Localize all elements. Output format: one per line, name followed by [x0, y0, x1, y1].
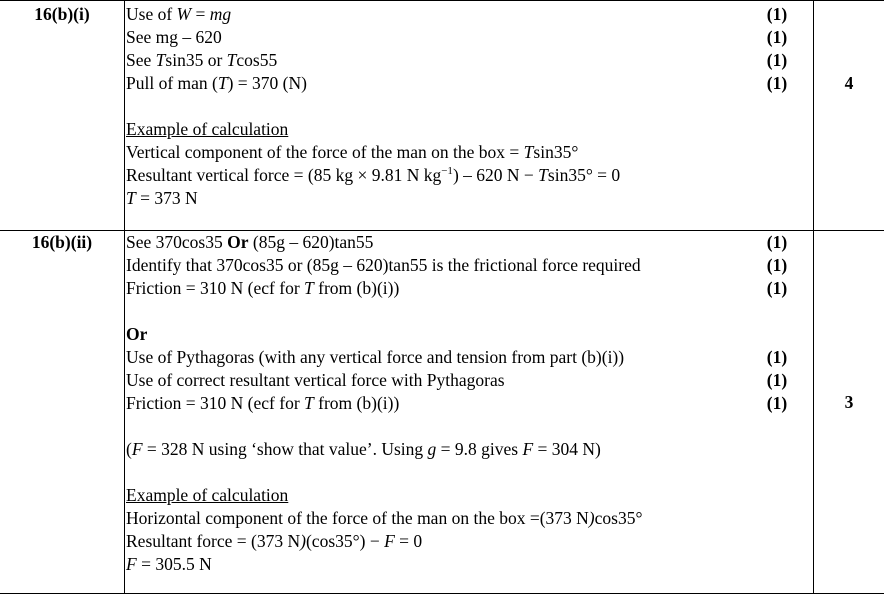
- mark-value: (1): [766, 255, 788, 275]
- example-heading: Example of calculation: [126, 485, 289, 505]
- mark-value: (1): [766, 4, 788, 24]
- marks-column: [766, 3, 788, 95]
- total-marks: 3: [844, 392, 854, 412]
- mark-value: (1): [766, 50, 788, 70]
- mark-value: (1): [766, 27, 788, 47]
- or-label: Or: [126, 324, 148, 344]
- answer-cell: [126, 3, 766, 210]
- example-line: Vertical component of the force of the man on the box = Tsin35°: [126, 142, 579, 162]
- table-top-border: [0, 0, 884, 1]
- total-marks: 4: [844, 73, 854, 93]
- mark-value: (1): [766, 393, 788, 413]
- mark-line: Use of W = mg: [126, 4, 232, 24]
- mark-line: See 370cos35 Or (85g – 620)tan55: [126, 232, 374, 252]
- mark-value: (1): [766, 278, 788, 298]
- mark-line: See mg – 620: [126, 27, 222, 47]
- example-line: T = 373 N: [126, 188, 198, 208]
- question-number: 16(b)(ii): [31, 232, 93, 252]
- note-line: (F = 328 N using ‘show that value’. Using g = 9.8 gives F = 304 N): [126, 439, 601, 459]
- example-line: Resultant force = (373 N)(cos35°) − F = 0: [126, 531, 423, 551]
- question-number: 16(b)(i): [34, 4, 90, 24]
- column-divider-question: [124, 0, 125, 594]
- mark-line: Identify that 370cos35 or (85g – 620)tan55 is the frictional force required: [126, 255, 641, 275]
- mark-line: Use of correct resultant vertical force with Pythagoras: [126, 370, 505, 390]
- marks-column: [766, 231, 788, 415]
- mark-line: Pull of man (T) = 370 (N): [126, 73, 307, 93]
- mark-line: Friction = 310 N (ecf for T from (b)(i)): [126, 278, 400, 298]
- example-line: F = 305.5 N: [126, 554, 212, 574]
- mark-value: (1): [766, 347, 788, 367]
- mark-value: (1): [766, 370, 788, 390]
- example-line: Horizontal component of the force of the man on the box =(373 N)cos35°: [126, 508, 643, 528]
- table-bottom-border: [0, 593, 884, 594]
- answer-cell: [126, 231, 766, 576]
- mark-line: See Tsin35 or Tcos55: [126, 50, 278, 70]
- mark-value: (1): [766, 232, 788, 252]
- mark-line: Friction = 310 N (ecf for T from (b)(i)): [126, 393, 400, 413]
- example-line: Resultant vertical force = (85 kg × 9.81 N $kg^{-1}) - 620$ N − Tsin35° = 0: [126, 165, 621, 185]
- mark-value: (1): [766, 73, 788, 93]
- mark-line: Use of Pythagoras (with any vertical force and tension from part (b)(i)): [126, 347, 625, 367]
- example-heading: Example of calculation: [126, 119, 289, 139]
